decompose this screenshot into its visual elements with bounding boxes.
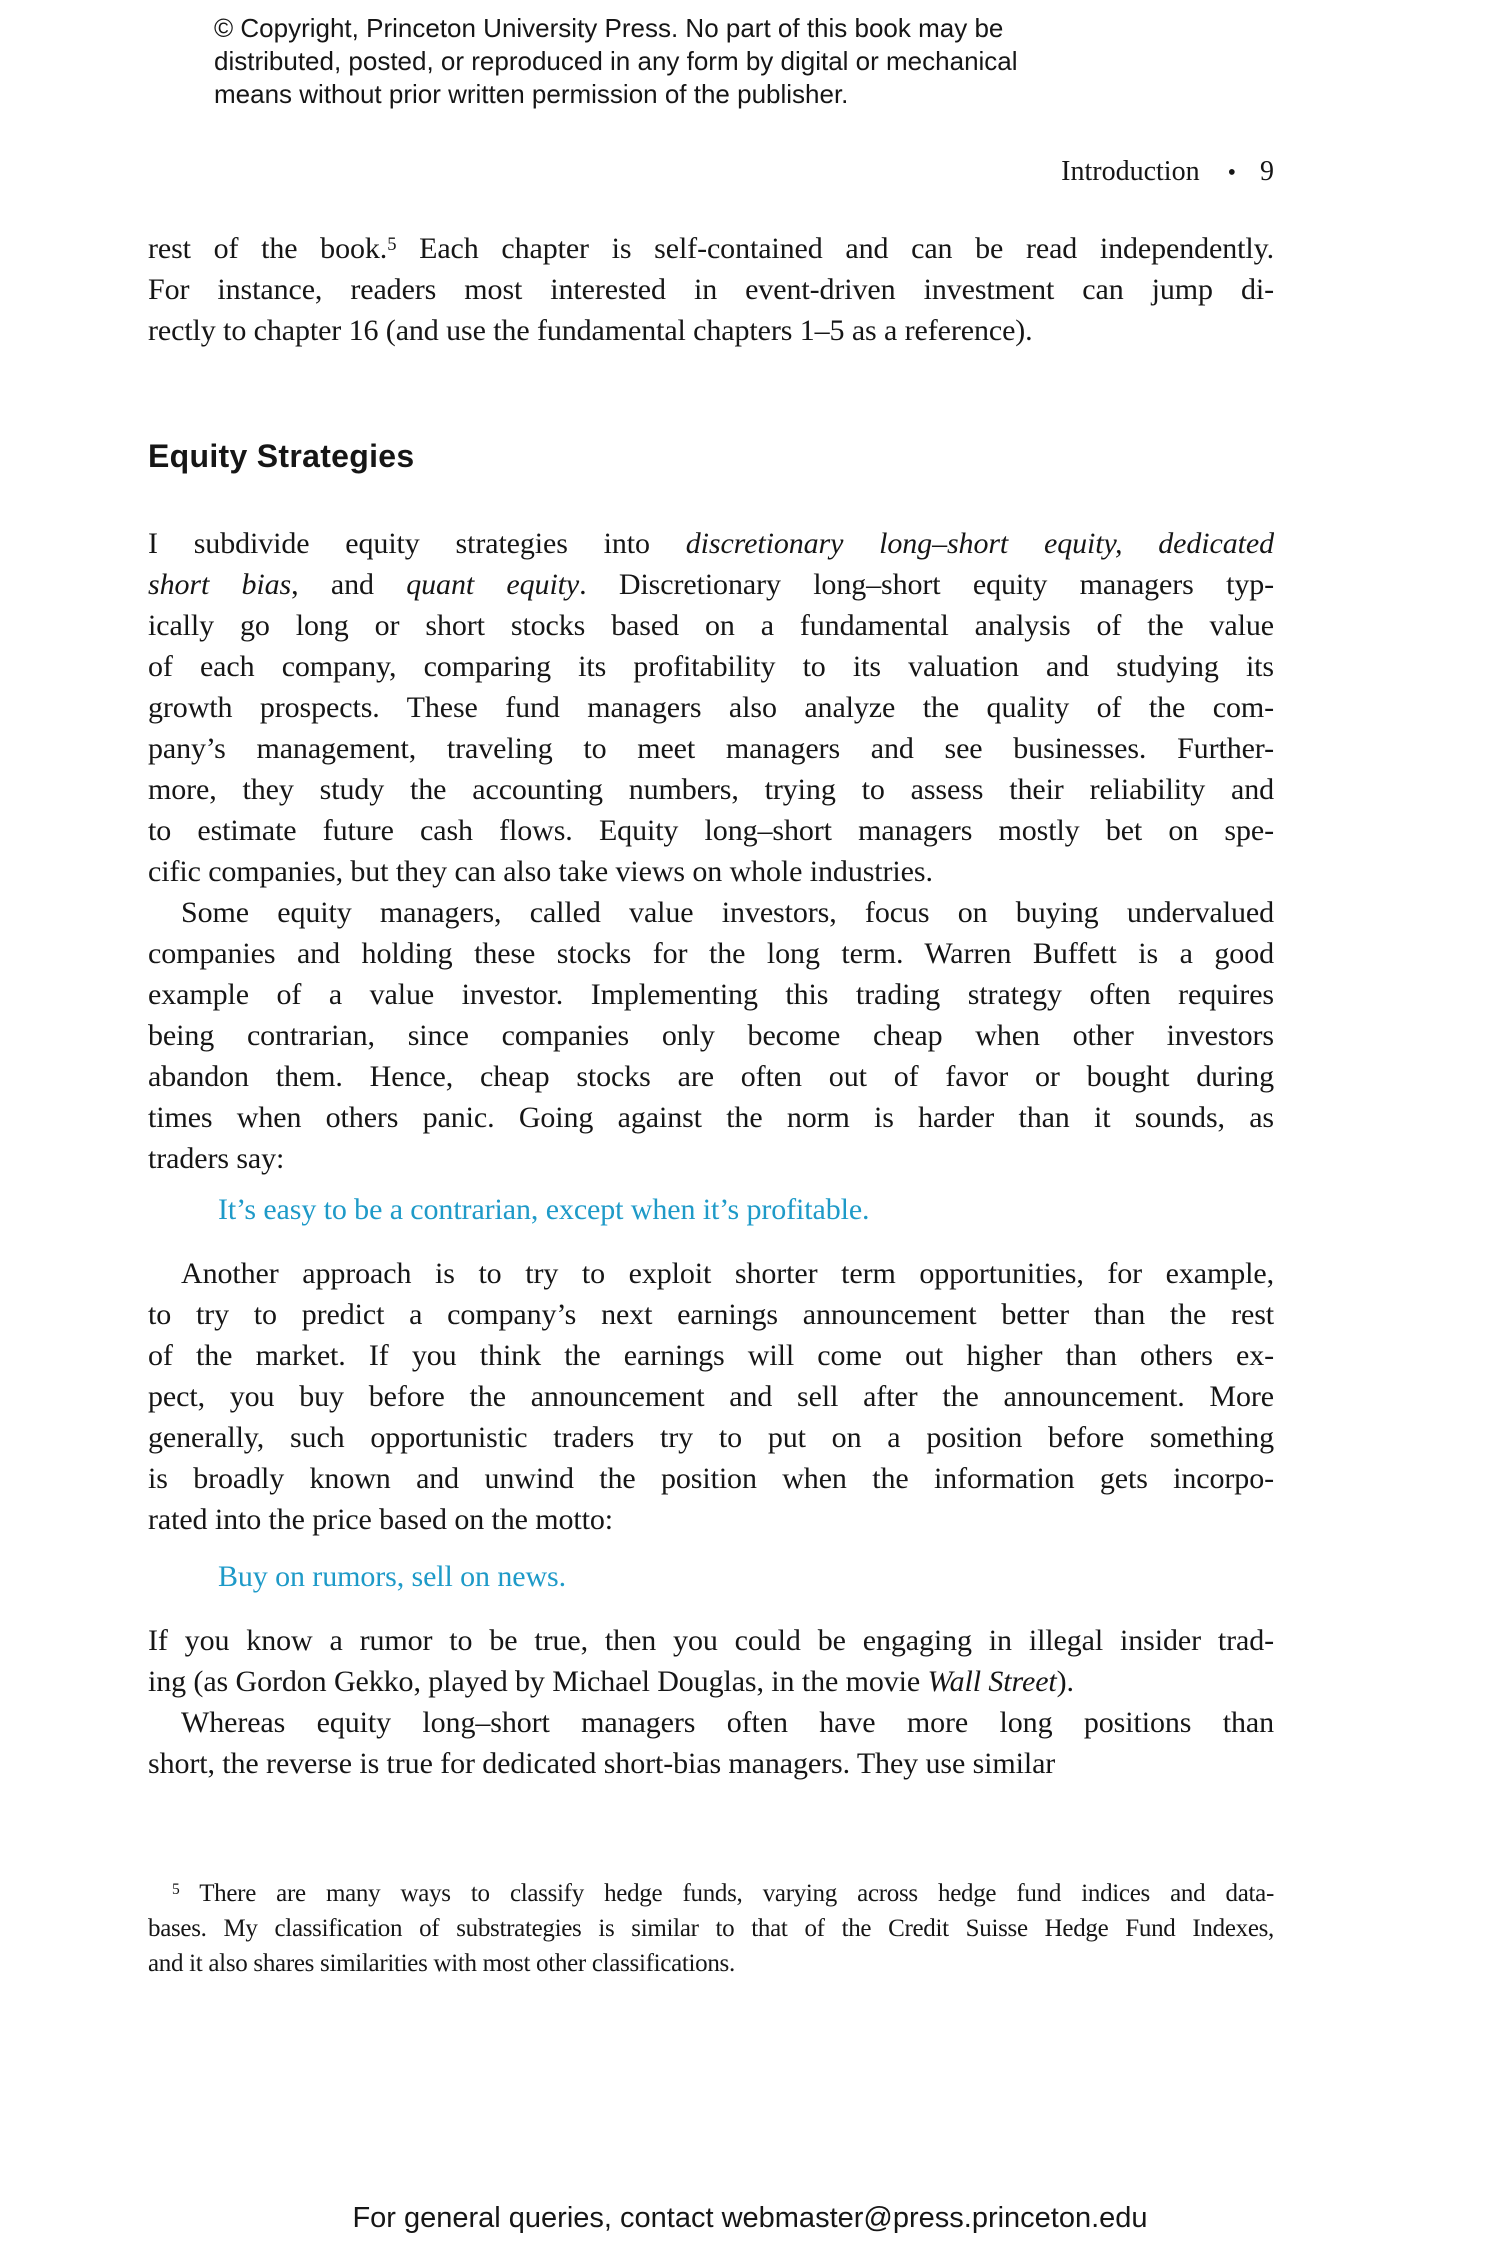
text-line: rectly to chapter 16 (and use the fundamental chapters 1–5 as a reference). [148,314,1033,347]
body-paragraph-5 [148,1620,1274,1702]
text-line: Another approach is to try to exploit shorter term opportunities, for example, [181,1257,1274,1290]
text-line: to estimate future cash flows. Equity long–short managers mostly bet on spe- [148,814,1274,847]
text-line: companies and holding these stocks for the long term. Warren Buffett is a good [148,937,1274,970]
text-line: pany’s management, traveling to meet managers and see businesses. Further- [148,732,1274,765]
page-number: 9 [1260,156,1274,187]
text-line: being contrarian, since companies only become cheap when other investors [148,1019,1274,1052]
chapter-title: Introduction [1061,156,1200,187]
body-paragraph-3 [148,892,1274,1179]
text-line: example of a value investor. Implementing this trading strategy often requires [148,978,1274,1011]
text-line: If you know a rumor to be true, then you could be engaging in illegal insider trad- [148,1624,1274,1657]
text-line: growth prospects. These fund managers also analyze the quality of the com- [148,691,1274,724]
text-line: pect, you buy before the announcement and sell after the announcement. More [148,1380,1274,1413]
footnote-5 [148,1876,1274,1981]
text-line: I subdivide equity strategies into discretionary long–short equity, dedicated [148,527,1274,560]
section-heading-equity-strategies: Equity Strategies [148,438,415,474]
text-line: is broadly known and unwind the position when the information gets incorpo- [148,1462,1274,1495]
text-line: to try to predict a company’s next earnings announcement better than the rest [148,1298,1274,1331]
text-line: generally, such opportunistic traders try to put on a position before something [148,1421,1274,1454]
text-line: more, they study the accounting numbers, trying to assess their reliability and [148,773,1274,806]
text-line: short bias, and quant equity. Discretionary long–short equity managers typ- [148,568,1274,601]
text-line: Some equity managers, called value investors, focus on buying undervalued [181,896,1274,929]
footer-contact-line: For general queries, contact webmaster@press.princeton.edu [352,2202,1148,2234]
text-line: cific companies, but they can also take views on whole industries. [148,855,933,888]
pull-quote-rumors: Buy on rumors, sell on news. [218,1560,567,1593]
pull-quote-contrarian: It’s easy to be a contrarian, except when it’s profitable. [218,1193,870,1226]
text-line: For instance, readers most interested in event-driven investment can jump di- [148,273,1274,306]
body-paragraph-4 [148,1253,1274,1540]
running-header [1061,155,1274,190]
text-line: ing (as Gordon Gekko, played by Michael Douglas, in the movie Wall Street). [148,1665,1074,1698]
text-line: traders say: [148,1142,285,1175]
body-paragraph-1 [148,228,1274,351]
text-line: distributed, posted, or reproduced in any form by digital or mechanical [214,46,1018,76]
text-line: and it also shares similarities with most other classifications. [148,1950,735,1977]
text-line: rated into the price based on the motto: [148,1503,614,1536]
text-line: ically go long or short stocks based on a fundamental analysis of the value [148,609,1274,642]
text-line: means without prior written permission of the publisher. [214,79,849,109]
text-column [148,228,1274,1784]
text-line: bases. My classification of substrategies is similar to that of the Credit Suisse Hedge Fund Indexes, [148,1915,1274,1942]
text-line: © Copyright, Princeton University Press. No part of this book may be [214,13,1004,43]
separator-dot: • [1227,160,1236,186]
text-line: abandon them. Hence, cheap stocks are often out of favor or bought during [148,1060,1274,1093]
text-line: rest of the book.$^5$ Each chapter is self-contained and can be read independently. [148,232,1274,265]
copyright-notice [214,12,1018,111]
body-paragraph-6 [148,1702,1274,1784]
text-line: times when others panic. Going against the norm is harder than it sounds, as [148,1101,1274,1134]
body-paragraph-2 [148,523,1274,892]
text-line: of the market. If you think the earnings will come out higher than others ex- [148,1339,1274,1372]
text-line: of each company, comparing its profitability to its valuation and studying its [148,650,1274,683]
text-line: Whereas equity long–short managers often have more long positions than [181,1706,1274,1739]
text-line: short, the reverse is true for dedicated short-bias managers. They use similar [148,1747,1056,1780]
text-line: $^5$ There are many ways to classify hedge funds, varying across hedge fund indices and data- [172,1880,1274,1907]
